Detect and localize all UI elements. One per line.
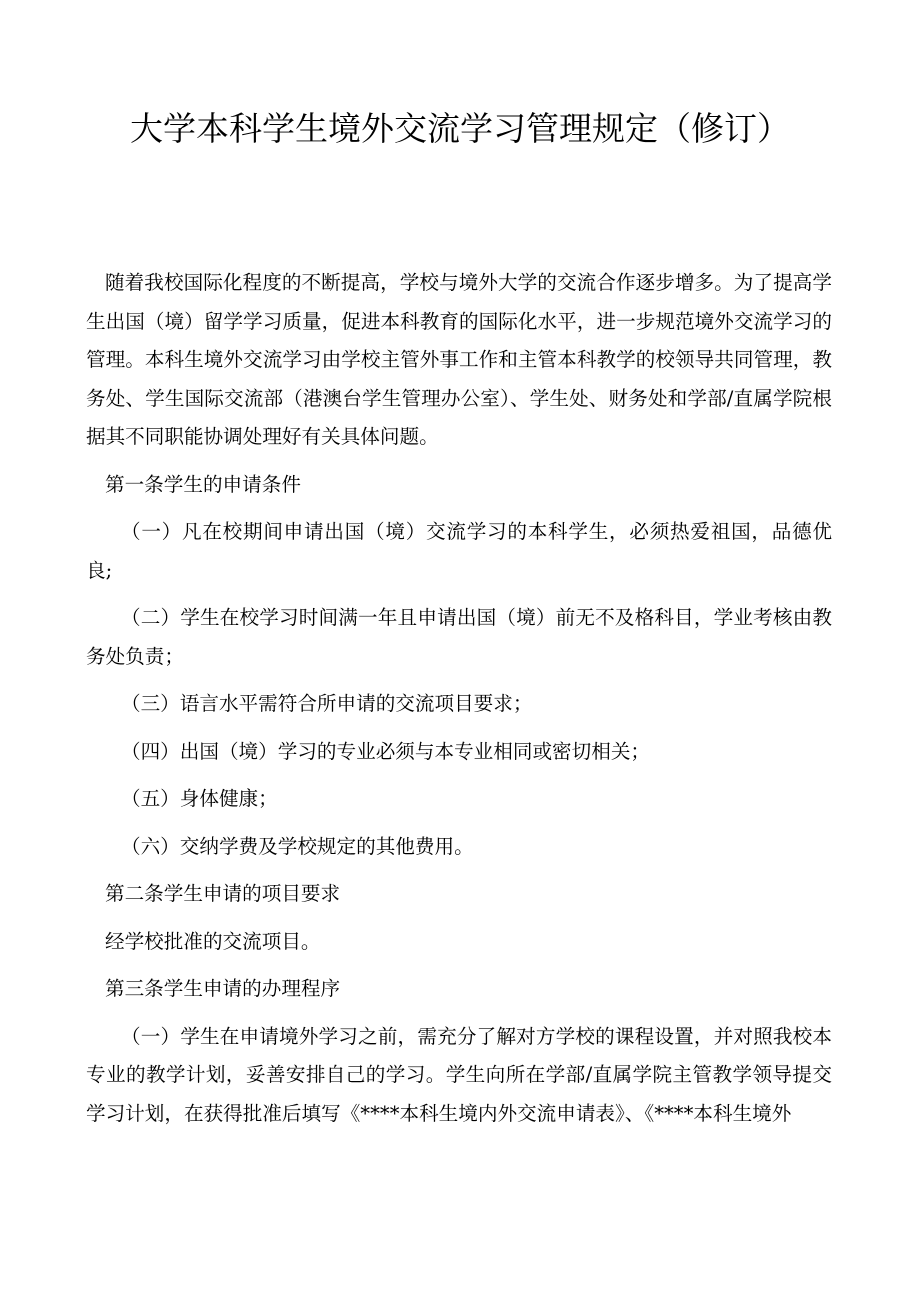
article-1-item-5: （五）身体健康； xyxy=(121,787,278,810)
article-1-item-4: （四）出国（境）学习的专业必须与本专业相同或密切相关； xyxy=(121,739,651,763)
article-2-heading: 第二条学生申请的项目要求 xyxy=(105,882,341,905)
article-1-item-2: （二）学生在校学习时间满一年且申请出国（境）前无不及格科目，学业考核由教务处负责； xyxy=(86,606,832,668)
article-1-heading: 第一条学生的申请条件 xyxy=(105,472,301,496)
article-2-text: 经学校批准的交流项目。 xyxy=(105,929,321,953)
intro-paragraph: 随着我校国际化程度的不断提高，学校与境外大学的交流合作逐步增多。为了提高学生出国（境）留学学习质量，促进本科教育的国际化水平，进一步规范境外交流学习的管理。本科生境外交流学习由学校主管外事工作和主管本科教学的校领导共同管理，教务处、学生国际交流部（港澳台学生管理办公室）、学生处、财务处和学部/直属学院根据其不同职能协调处理好有关具体问题。 xyxy=(86,271,832,448)
article-3-heading: 第三条学生申请的办理程序 xyxy=(105,977,341,1000)
document-title: 大学本科学生境外交流学习管理规定（修订） xyxy=(130,109,790,148)
document-body xyxy=(86,264,832,1142)
article-1-item-1: （一）凡在校期间申请出国（境）交流学习的本科学生，必须热爱祖国，品德优良; xyxy=(86,520,832,582)
article-1-item-3: （三）语言水平需符合所申请的交流项目要求； xyxy=(121,692,533,715)
article-3-item-1: （一）学生在申请境外学习之前，需充分了解对方学校的课程设置，并对照我校本专业的教学计划，妥善安排自己的学习。学生向所在学部/直属学院主管教学领导提交学习计划，在获得批准后填写《****本科生境内外交流申请表》、《****本科生境外 xyxy=(86,1024,832,1125)
article-1-item-6: （六）交纳学费及学校规定的其他费用。 xyxy=(121,834,474,858)
